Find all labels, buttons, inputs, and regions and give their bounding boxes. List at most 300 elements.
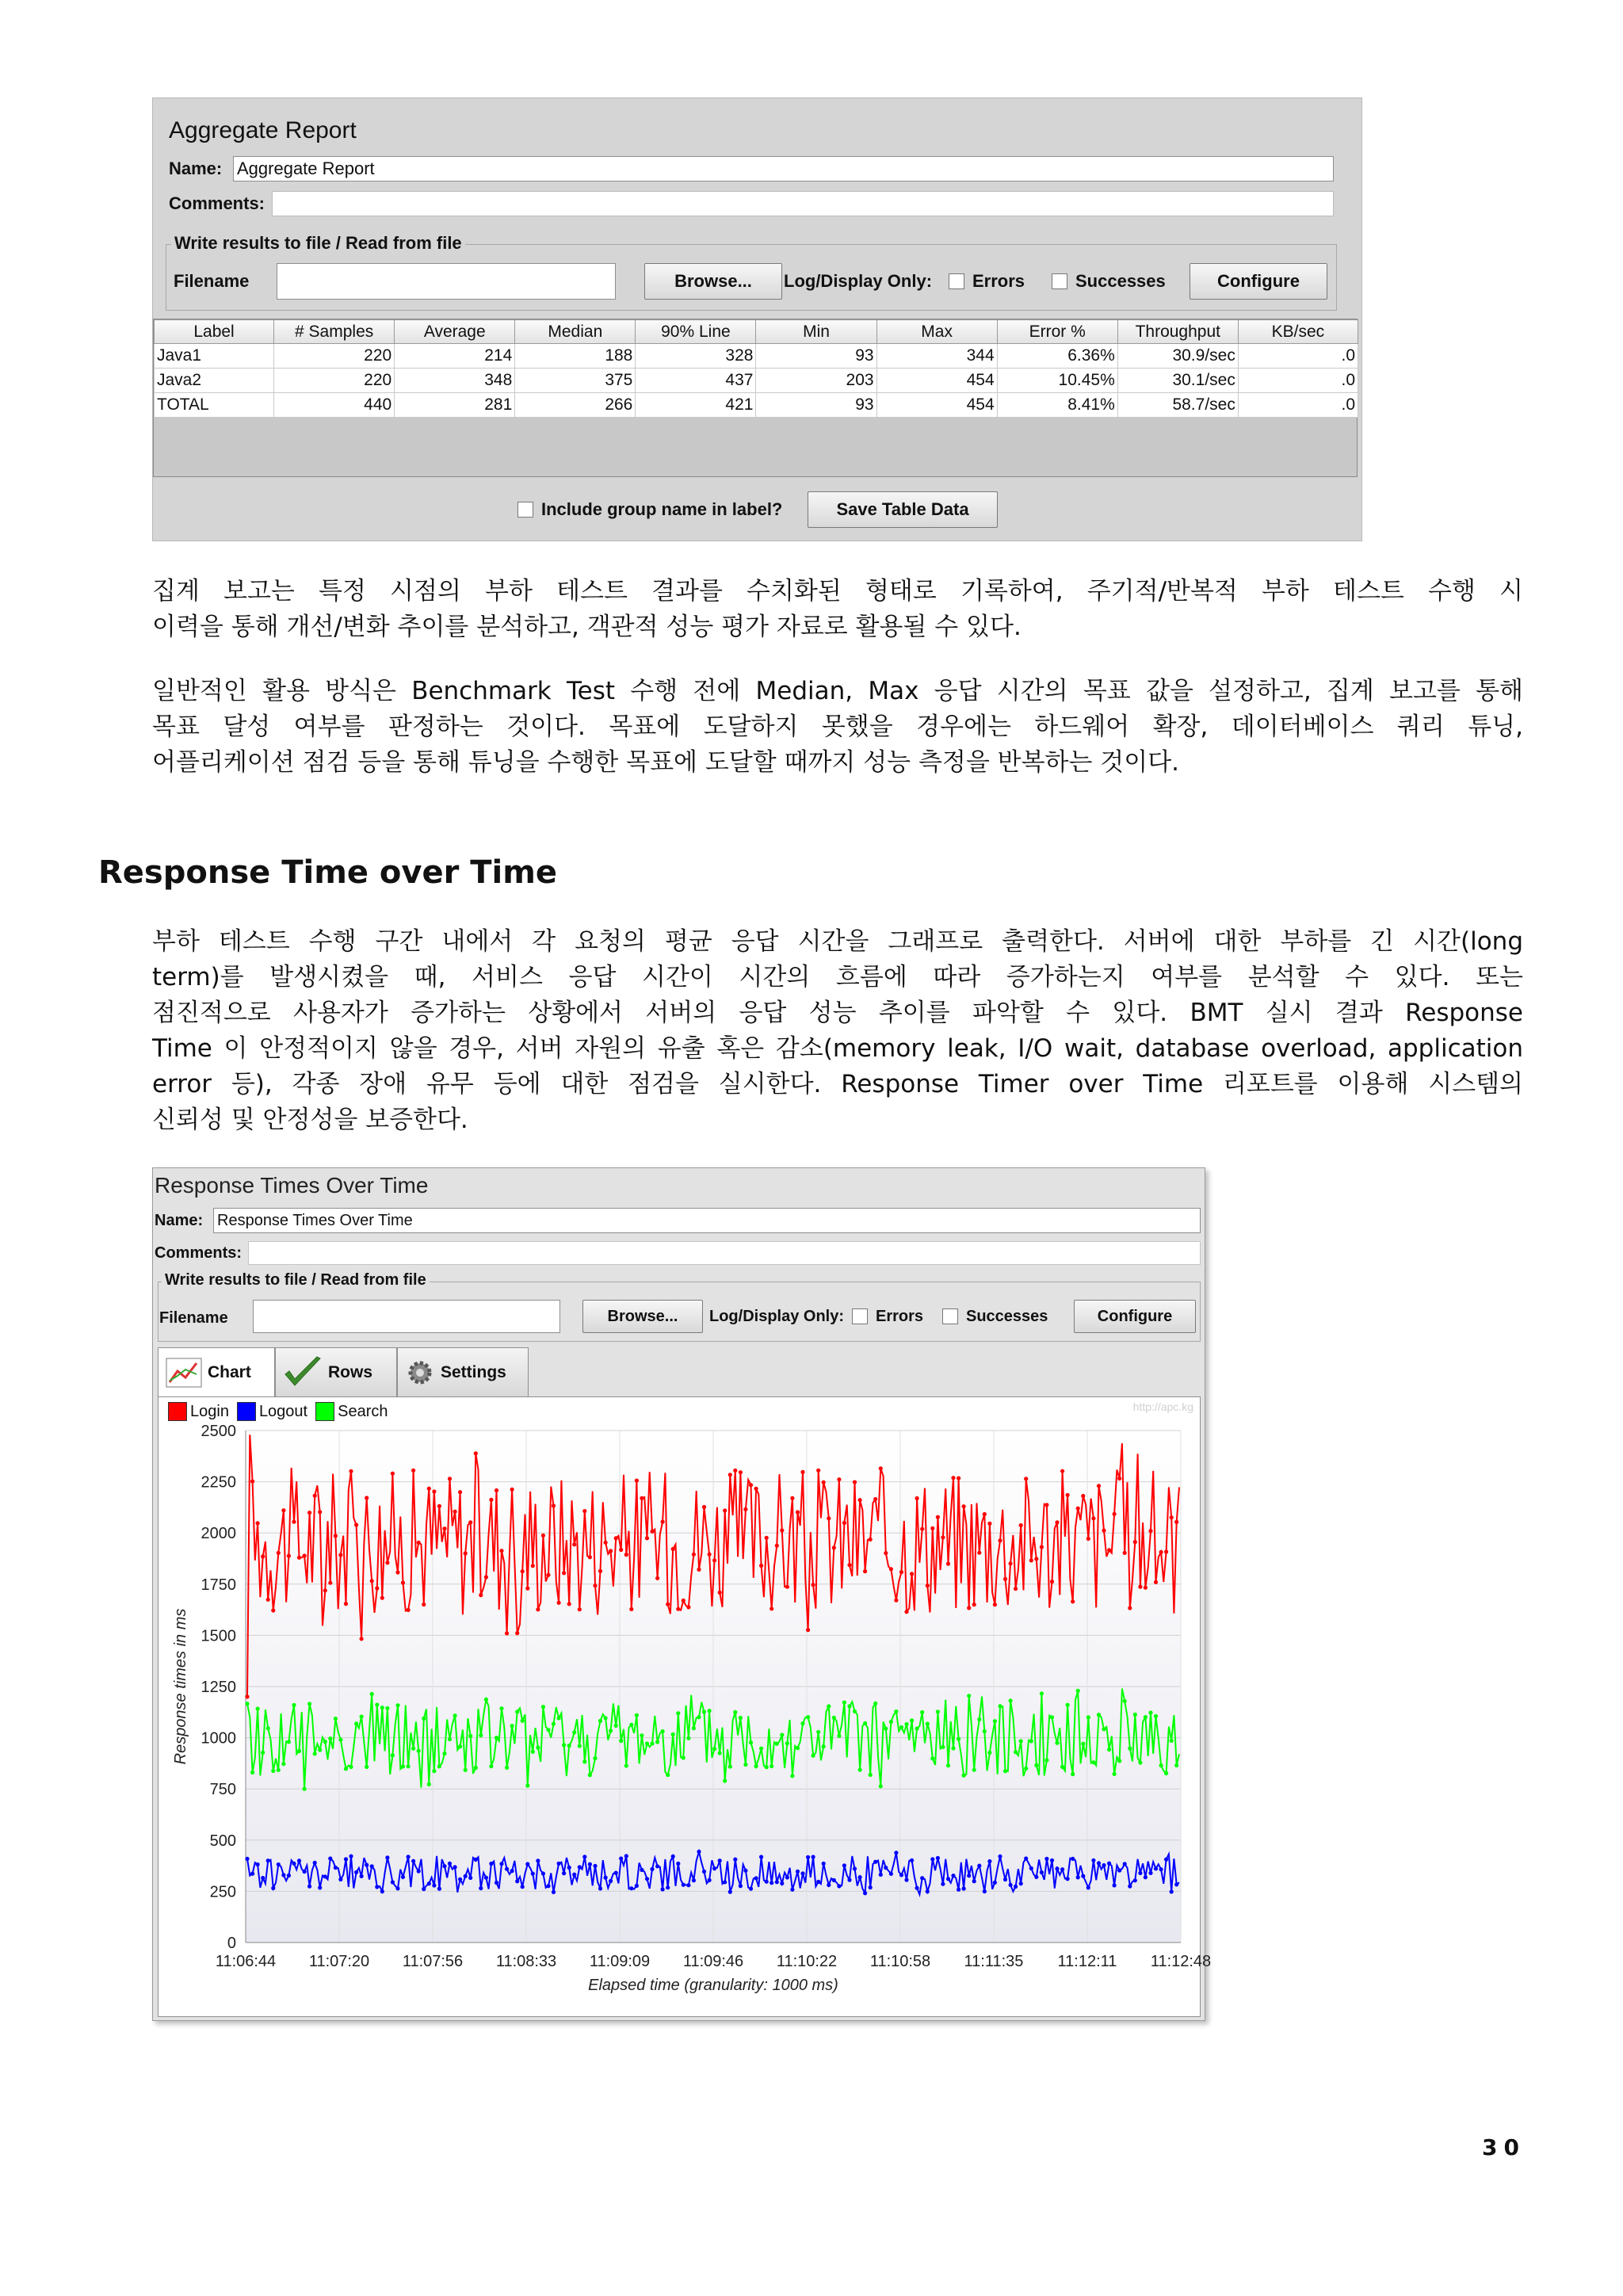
data-point [256,1706,260,1710]
data-point [806,1715,810,1719]
data-point [489,1862,493,1866]
data-point [495,1488,498,1492]
data-point [749,1740,753,1744]
data-point [464,1768,468,1772]
data-point [1034,1763,1038,1767]
data-point [765,1880,769,1884]
data-point [686,1736,690,1740]
data-point [806,1628,810,1632]
data-point [629,1723,633,1727]
data-point [1154,1580,1158,1584]
data-point [604,1716,608,1720]
data-point [941,1745,945,1749]
data-point [1091,1760,1095,1764]
data-point [702,1505,706,1509]
data-point [1117,1868,1121,1872]
data-point [1019,1739,1023,1743]
data-point [1123,1551,1127,1555]
aggregate-report-panel [152,97,1362,541]
data-point [593,1864,597,1868]
data-point [743,1507,747,1511]
data-point [1174,1520,1178,1524]
table-cell: Java2 [155,369,274,393]
x-tick-label: 11:12:48 [1150,1953,1212,1970]
data-point [407,1855,411,1859]
data-point [1081,1742,1085,1746]
column-header[interactable]: 90% Line [636,320,756,344]
data-point [904,1722,908,1726]
data-point [437,1764,441,1768]
rt-name-input[interactable]: Response Times Over Time [213,1208,1201,1233]
data-point [1164,1771,1168,1775]
data-point [453,1713,457,1717]
table-cell: 188 [515,344,636,369]
column-header[interactable]: Min [756,320,876,344]
data-point [686,1605,690,1609]
data-point [582,1759,586,1763]
rt-browse-button[interactable]: Browse... [582,1300,703,1333]
data-point [598,1886,602,1890]
data-point [604,1541,608,1545]
data-point [1117,1477,1121,1480]
text-line: 일반적인 활용 방식은 Benchmark Test 수행 전에 Median, Max 응답 시간의 목표 값을 설정하고, 집계 보고를 통해 [152,677,1523,705]
data-point [313,1752,317,1755]
data-point [863,1569,867,1573]
data-point [1076,1507,1080,1511]
data-point [578,1865,582,1869]
data-point [800,1721,804,1725]
filename-input[interactable] [277,263,616,300]
data-point [614,1536,618,1540]
data-point [926,1721,930,1725]
data-point [380,1706,384,1710]
data-point [287,1554,291,1558]
data-point [391,1753,395,1757]
data-point [718,1591,722,1595]
data-point [432,1489,436,1493]
data-point [365,1496,369,1499]
data-point [1144,1586,1148,1590]
data-point [292,1520,296,1524]
y-tick-label: 2500 [200,1423,236,1440]
y-tick-label: 750 [209,1781,236,1799]
data-point [1128,1747,1132,1751]
data-point [790,1496,794,1500]
data-point [422,1717,426,1721]
data-point [458,1744,462,1748]
data-point [1044,1503,1048,1507]
data-point [920,1876,924,1880]
data-point [360,1637,364,1641]
data-point [609,1729,613,1733]
data-point [899,1873,903,1877]
data-point [313,1494,317,1498]
data-point [957,1888,960,1892]
table-cell: 220 [274,344,395,369]
data-point [629,1607,633,1611]
table-cell: 93 [756,393,876,418]
data-point [946,1562,950,1566]
rt-filename-input[interactable] [253,1300,560,1333]
data-point [697,1715,701,1719]
data-point [645,1741,649,1745]
data-point [951,1746,955,1750]
table-cell: 328 [636,344,756,369]
data-point [1014,1885,1018,1889]
data-point [598,1569,602,1573]
data-point [822,1480,826,1484]
data-point [395,1570,399,1574]
comments-input[interactable] [272,191,1334,216]
data-point [1154,1714,1158,1718]
comments-label: Comments: [169,193,265,213]
column-header[interactable]: KB/sec [1238,320,1358,344]
data-point [588,1862,592,1866]
data-point [318,1748,322,1752]
data-point [292,1862,296,1866]
column-header[interactable]: Throughput [1117,320,1238,344]
data-point [1159,1867,1163,1871]
data-point [349,1469,353,1473]
data-point [765,1765,769,1769]
data-point [307,1885,311,1889]
data-point [930,1756,934,1760]
data-point [572,1873,576,1877]
data-point [536,1859,540,1862]
include-group-checkbox-box[interactable] [517,502,533,518]
data-point [723,1508,727,1512]
data-point [863,1721,867,1725]
table-cell: 8.41% [997,393,1117,418]
data-point [650,1867,654,1871]
data-point [303,1870,307,1874]
data-point [572,1542,576,1546]
data-point [484,1698,488,1702]
data-point [552,1503,556,1507]
data-point [1034,1557,1038,1561]
data-point [842,1521,846,1525]
data-point [993,1719,997,1723]
data-point [588,1555,592,1559]
data-point [525,1862,529,1866]
data-point [338,1553,342,1557]
data-point [915,1496,919,1500]
data-point [728,1890,732,1894]
data-point [1133,1713,1137,1717]
rt-successes-checkbox[interactable] [942,1300,1048,1333]
data-point [344,1767,348,1771]
data-point [1060,1867,1064,1871]
data-point [1014,1750,1018,1754]
data-point [718,1859,722,1862]
data-point [401,1580,405,1584]
errors-checkbox-box[interactable] [949,273,964,289]
browse-button[interactable]: Browse... [644,263,782,300]
data-point [562,1871,566,1875]
data-point [448,1477,452,1480]
table-cell: 440 [274,393,395,418]
data-point [915,1886,919,1890]
data-point [812,1754,815,1758]
data-point [489,1498,493,1502]
rt-successes-checkbox-box[interactable] [942,1308,958,1324]
data-point [733,1858,737,1862]
data-point [1148,1871,1152,1875]
data-point [495,1881,498,1885]
data-point [375,1702,379,1706]
data-point [323,1874,327,1878]
column-header[interactable]: Max [876,320,997,344]
data-point [1055,1741,1059,1745]
column-header[interactable]: # Samples [274,320,395,344]
data-point [468,1876,472,1880]
data-point [1170,1739,1174,1743]
data-point [822,1744,826,1748]
include-group-checkbox[interactable] [517,491,782,528]
text-line: 목표 달성 여부를 판정하는 것이다. 목표에 도달하지 못했을 경우에는 하드웨어 확장, 데이터베이스 쿼리 튜닝, [152,712,1523,741]
text-line: 부하 테스트 수행 구간 내에서 각 요청의 평균 응답 시간을 그래프로 출력한다. 서버에 대한 부하를 긴 시간(long [152,927,1523,956]
data-point [754,1764,758,1768]
data-point [525,1587,529,1591]
data-point [910,1718,914,1722]
y-tick-label: 2000 [200,1525,236,1543]
log-display-label: Log/Display Only: [784,271,933,291]
data-point [899,1725,903,1729]
data-point [920,1527,924,1531]
y-tick-label: 1500 [200,1627,236,1645]
data-point [666,1885,670,1889]
data-point [1102,1863,1106,1867]
data-point [407,1764,411,1768]
errors-checkbox[interactable] [949,263,1025,300]
data-point [1154,1866,1158,1870]
data-point [837,1477,841,1481]
data-point [775,1880,779,1884]
data-point [521,1885,525,1889]
rt-errors-label: Errors [876,1307,924,1325]
data-point [281,1508,285,1512]
data-point [842,1701,846,1705]
rt-configure-button[interactable]: Configure [1074,1300,1196,1333]
data-point [380,1889,384,1893]
data-point [557,1601,561,1605]
rt-log-display-label: Log/Display Only: [709,1307,845,1325]
x-tick-label: 11:11:35 [964,1953,1024,1970]
data-point [1019,1523,1023,1527]
data-point [1076,1689,1080,1693]
tab-chart[interactable] [158,1347,275,1396]
table-cell: .0 [1238,393,1358,418]
data-point [266,1859,270,1862]
data-point [604,1876,608,1880]
data-point [525,1783,529,1787]
column-header[interactable]: Average [395,320,515,344]
column-header[interactable]: Label [155,320,274,344]
chart-tab-icon [165,1357,203,1389]
data-point [1133,1878,1137,1882]
table-row[interactable] [155,369,1358,393]
data-point [271,1769,275,1773]
data-point [349,1855,353,1859]
data-point [775,1544,779,1548]
data-point [427,1487,431,1491]
data-point [635,1713,639,1717]
save-table-data-button[interactable]: Save Table Data [808,491,998,528]
data-point [338,1878,342,1881]
rt-comments-label: Comments: [155,1244,242,1262]
data-point [417,1749,421,1753]
data-point [468,1520,472,1524]
data-point [297,1556,301,1560]
data-point [686,1883,690,1887]
data-point [385,1855,389,1859]
data-point [1097,1861,1101,1865]
data-point [546,1728,550,1732]
data-point [926,1889,930,1893]
data-point [1040,1545,1044,1549]
data-point [1091,1516,1095,1520]
tab-rows[interactable] [275,1347,397,1396]
data-point [889,1567,893,1571]
rt-errors-checkbox-box[interactable] [852,1308,868,1324]
table-row[interactable] [155,344,1358,369]
data-point [582,1509,586,1513]
data-point [682,1755,685,1759]
data-point [1040,1691,1044,1695]
configure-button[interactable]: Configure [1190,263,1327,300]
data-point [1019,1881,1023,1885]
y-tick-label: 0 [227,1935,236,1952]
rt-comments-input[interactable] [248,1241,1201,1265]
data-point [277,1768,281,1772]
rt-name-row [155,1208,203,1233]
data-point [1102,1529,1106,1533]
data-point [1029,1866,1033,1870]
data-point [375,1586,379,1590]
data-point [1128,1884,1132,1888]
gear-icon [404,1357,436,1389]
data-point [422,1603,426,1606]
data-point [1081,1494,1085,1498]
data-point [993,1881,997,1885]
data-point [910,1572,914,1576]
data-point [765,1536,769,1540]
data-point [505,1631,509,1635]
rt-errors-checkbox[interactable] [852,1300,923,1333]
data-point [712,1558,716,1562]
chart-area [158,1396,1212,2017]
data-point [624,1854,628,1858]
data-point [411,1747,415,1751]
data-point [749,1483,753,1487]
data-point [718,1751,722,1755]
data-point [1029,1558,1033,1562]
data-point [635,1479,639,1483]
data-point [676,1862,680,1866]
legend-label-login: Login [190,1402,229,1420]
data-point [515,1710,519,1713]
data-point [1138,1585,1142,1589]
paragraph-response-time [152,924,1523,1138]
data-point [800,1470,804,1474]
data-point [790,1774,794,1778]
name-input[interactable]: Aggregate Report [233,156,1334,181]
column-header[interactable]: Median [515,320,636,344]
data-point [245,1857,249,1861]
table-cell: 344 [876,344,997,369]
successes-label: Successes [1075,271,1166,291]
data-point [338,1738,342,1742]
tab-settings[interactable] [397,1347,529,1396]
column-header[interactable]: Error % [997,320,1117,344]
data-point [442,1752,446,1755]
data-point [552,1722,556,1726]
data-point [796,1510,800,1514]
data-point [987,1751,991,1755]
data-point [780,1733,784,1736]
table-cell: 437 [636,369,756,393]
data-point [292,1703,296,1707]
data-point [645,1536,649,1540]
table-cell: 10.45% [997,369,1117,393]
data-point [983,1512,987,1516]
data-point [822,1862,826,1866]
data-point [1123,1699,1127,1703]
data-point [609,1879,613,1883]
data-point [250,1480,254,1484]
data-point [588,1773,592,1777]
data-point [1144,1875,1148,1879]
include-group-label: Include group name in label? [541,499,783,519]
data-point [806,1855,810,1859]
table-row[interactable] [155,393,1358,418]
data-point [323,1740,327,1744]
data-point [505,1867,509,1871]
data-point [1009,1698,1013,1702]
successes-checkbox-box[interactable] [1052,273,1067,289]
data-point [739,1470,743,1474]
successes-checkbox[interactable] [1052,263,1166,300]
data-point [495,1736,498,1740]
data-point [1029,1739,1033,1743]
data-point [759,1855,763,1859]
data-point [354,1522,358,1526]
data-point [769,1764,773,1768]
data-point [739,1716,743,1720]
text-line: term)를 발생시켰을 때, 서비스 응답 시간이 시간의 흐름에 따라 증가하는지 여부를 분석할 수 있다. 또는 [152,963,1523,991]
data-point [1034,1875,1038,1879]
data-point [505,1766,509,1770]
data-point [593,1756,597,1760]
data-point [708,1553,712,1557]
data-point [541,1871,545,1875]
data-point [385,1706,389,1710]
errors-label: Errors [972,271,1025,291]
data-point [619,1739,623,1743]
data-point [572,1730,576,1734]
data-point [884,1727,888,1731]
data-point [769,1606,773,1610]
filename-label: Filename [174,271,250,291]
data-point [479,1733,483,1737]
data-point [879,1784,883,1788]
data-point [391,1880,395,1884]
data-point [567,1744,571,1748]
data-point [957,1477,960,1480]
data-point [515,1631,519,1635]
data-point [983,1889,987,1893]
data-point [287,1740,291,1744]
